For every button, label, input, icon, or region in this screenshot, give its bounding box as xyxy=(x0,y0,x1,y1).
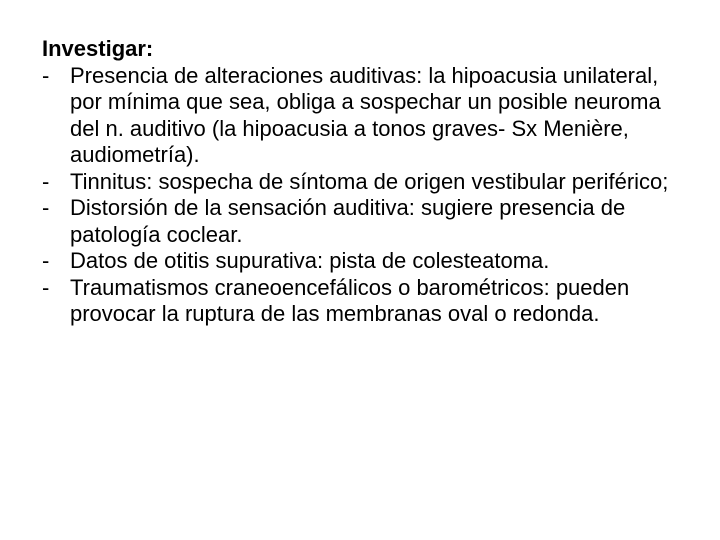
list-item xyxy=(42,63,692,169)
list-item-text: Traumatismos craneoencefálicos o barométricos: pueden provocar la ruptura de las membranas oval o redonda. xyxy=(70,274,630,326)
bullet-dash: - xyxy=(42,168,50,194)
list-item xyxy=(42,169,692,196)
bullet-list xyxy=(42,63,692,328)
list-item xyxy=(42,248,692,275)
list-item-text: Presencia de alteraciones auditivas: la hipoacusia unilateral, por mínima que sea, obliga a sospechar un posible neuroma del n. auditivo (la hipoacusia a tonos graves- Sx Menière, audiometría). xyxy=(70,62,661,167)
bullet-dash: - xyxy=(42,248,50,273)
bullet-dash: - xyxy=(42,274,50,300)
list-item xyxy=(42,195,692,248)
list-item-text: Tinnitus: sospecha de síntoma de origen vestibular periférico; xyxy=(70,168,669,194)
slide-heading: Investigar: xyxy=(42,36,154,61)
list-item-text: Distorsión de la sensación auditiva: sugiere presencia de patología coclear. xyxy=(70,195,626,247)
bullet-dash: - xyxy=(42,195,50,220)
list-item xyxy=(42,275,692,328)
list-item-text: Datos de otitis supurativa: pista de colesteatoma. xyxy=(70,248,550,273)
slide-content xyxy=(42,36,692,328)
bullet-dash: - xyxy=(42,62,50,88)
